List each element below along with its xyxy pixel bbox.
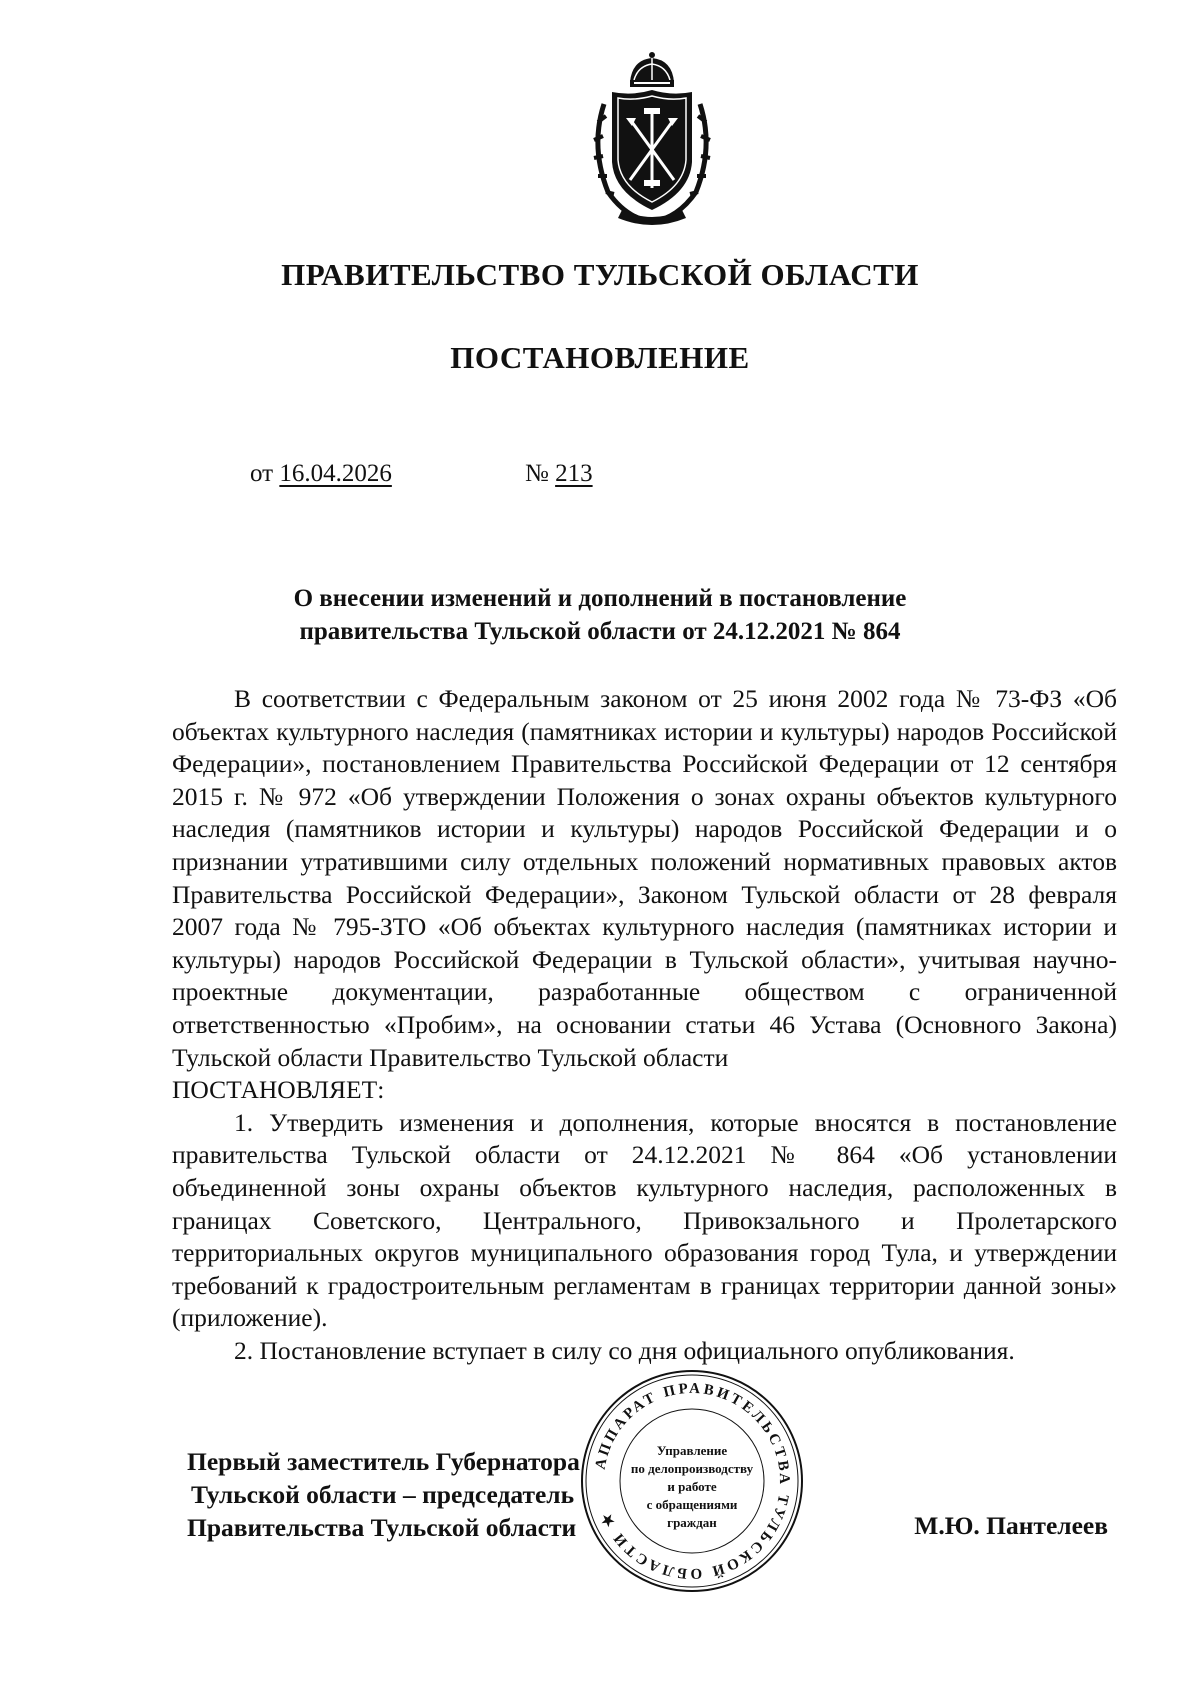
- item-1-paragraph: 1. Утвердить изменения и дополнения, которые вносятся в постановление правительства Тульской области от 24.12.2021 № 864 «Об установлении объединенной зоны охраны объектов культурного наследия, расположенных в границах Советского, Центрального, Привокзального и Пролетарского территориальных округов муниципального образования город Тула, и утверждении требований к градостроительным регламентам в границах территории данной зоны» (приложение).: [172, 1107, 1117, 1333]
- date-prefix: от: [250, 460, 274, 487]
- position-line-1: Первый заместитель Губернатора: [187, 1447, 580, 1476]
- document-date: [250, 460, 392, 488]
- signature-position: [187, 1445, 580, 1544]
- subject-line-1: О внесении изменений и дополнений в постановление: [293, 585, 907, 612]
- item-2-paragraph: 2. Постановление вступает в силу со дня официального опубликования.: [234, 1335, 1015, 1365]
- official-stamp-icon: [578, 1367, 806, 1595]
- government-title: ПРАВИТЕЛЬСТВО ТУЛЬСКОЙ ОБЛАСТИ: [281, 257, 919, 292]
- document-body: [172, 683, 1117, 1367]
- svg-text:по делопроизводству: по делопроизводству: [630, 1461, 754, 1476]
- coat-of-arms-icon: [582, 52, 722, 227]
- svg-text:и работе: и работе: [667, 1479, 717, 1494]
- svg-text:АППАРАТ ПРАВИТЕЛЬСТВА ТУЛЬСКОЙ: АППАРАТ ПРАВИТЕЛЬСТВА ТУЛЬСКОЙ ОБЛАСТИ ★: [592, 1380, 793, 1582]
- number-value: 213: [555, 460, 593, 487]
- date-value: 16.04.2026: [279, 460, 392, 487]
- document-subject: [0, 582, 1200, 648]
- number-prefix: №: [525, 460, 549, 487]
- svg-text:граждан: граждан: [667, 1515, 717, 1530]
- subject-line-2: правительства Тульской области от 24.12.2021 № 864: [299, 618, 901, 645]
- signer-name: М.Ю. Пантелеев: [914, 1511, 1108, 1540]
- position-line-2: Тульской области – председатель: [191, 1480, 575, 1509]
- position-line-3: Правительства Тульской области: [187, 1513, 577, 1542]
- svg-text:Управление: Управление: [656, 1443, 728, 1458]
- document-number: [525, 460, 593, 488]
- document-type-title: ПОСТАНОВЛЕНИЕ: [450, 340, 750, 375]
- svg-text:с обращениями: с обращениями: [646, 1497, 738, 1512]
- resolves-keyword: ПОСТАНОВЛЯЕТ:: [172, 1075, 385, 1105]
- preamble-paragraph: В соответствии с Федеральным законом от 25 июня 2002 года № 73-ФЗ «Об объектах культурного наследия (памятниках истории и культуры) народов Российской Федерации», постановлением Правительства Российской Федерации от 12 сентября 2015 г. № 972 «Об утверждении Положения о зонах охраны объектов культурного наследия (памятников истории и культуры) народов Российской Федерации и о признании утратившими силу отдельных положений нормативных правовых актов Правительства Российской Федерации», Законом Тульской области от 28 февраля 2007 года № 795-ЗТО «Об объектах культурного наследия (памятниках истории и культуры) народов Российской Федерации в Тульской области», учитывая научно-проектные документации, разработанные обществом с ограниченной ответственностью «Пробим», на основании статьи 46 Устава (Основного Закона) Тульской области Правительство Тульской области: [172, 684, 1117, 1072]
